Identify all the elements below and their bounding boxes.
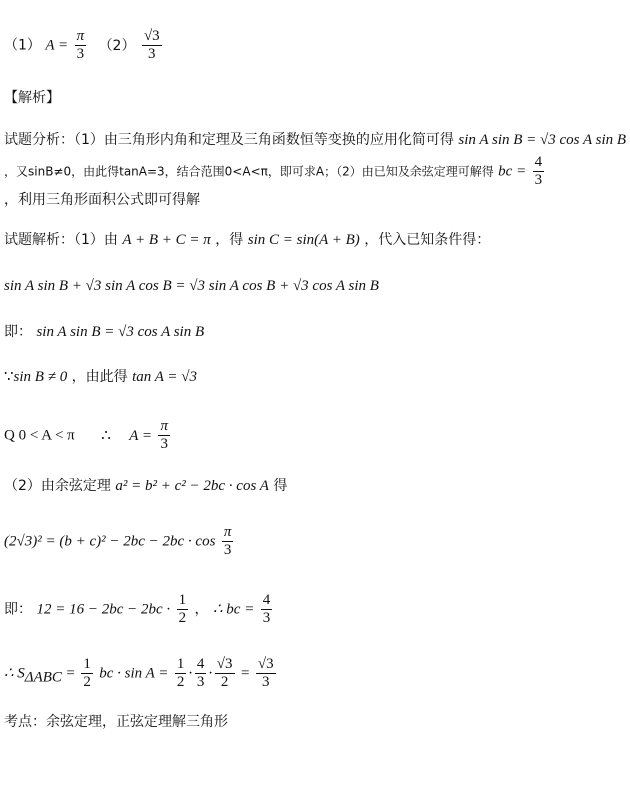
answer-part1-formula: A = <box>45 37 69 54</box>
part2-intro: （2）由余弦定理 a² = b² + c² − 2bc · cos A 得 <box>4 478 288 494</box>
solution-line-1: 试题解析：（1）由 A + B + C = π ，得 sin C = sin(A + B) ，代入已知条件得： <box>4 232 491 248</box>
analysis-formula-1: sin A sin B = √3 cos A sin B <box>458 132 627 148</box>
answer-part2-label: （2） <box>98 37 136 54</box>
answer-part1-fraction: $\frac{\pi}{3}$ <box>76 28 85 62</box>
equation-4-fraction: $\frac{\pi}{3}$ <box>160 418 168 452</box>
key-points-label: 考点： <box>4 714 46 730</box>
equation-3: ∵sin B ≠ 0 ，由此得 tan A = √3 <box>4 369 198 385</box>
solution-label: 试题解析： <box>4 232 74 248</box>
equation-5: (2√3)² = (b + c)² − 2bc − 2bc · cos $\frac{\pi}{3}$ <box>4 524 232 558</box>
key-points <box>4 712 228 732</box>
analysis-line-1: 试题分析：（1）由三角形内角和定理及三角函数恒等变换的应用化简可得 sin A sin B = √3 cos A sin B <box>4 132 627 148</box>
answer-part2-fraction: $\frac{√3}{3}$ <box>143 28 160 62</box>
answer-line <box>4 28 164 63</box>
area-fraction-2: $\frac{1}{2}$ <box>176 656 185 690</box>
area-fraction-5: $\frac{√3}{3}$ <box>257 656 274 690</box>
analysis-label: 试题分析： <box>4 132 74 148</box>
area-fraction-4: $\frac{√3}{2}$ <box>216 656 233 690</box>
equation-6-fraction: $\frac{1}{2}$ <box>178 592 187 626</box>
area-fraction-1: $\frac{1}{2}$ <box>83 656 91 690</box>
area-fraction-3: $\frac{4}{3}$ <box>196 656 205 690</box>
equation-7: ∴ $S_{\Delta ABC}$ = $\frac{1}{2}$ bc · sin A = $\frac{1}{2}$ · $\frac{4}{3}$ · $\frac{√3}{2}$ = $\frac{√3}{3}$ <box>4 656 274 690</box>
section-heading: 【解析】 <box>4 90 60 106</box>
equation-4: Q 0 < A < π ∴ A = $\frac{\pi}{3}$ <box>4 418 168 452</box>
equation-6: 即： 12 = 16 − 2bc − 2bc · $\frac{1}{2}$ ， ∴ bc = $\frac{4}{3}$ <box>4 592 271 626</box>
key-points-text: 余弦定理，正弦定理解三角形 <box>46 714 228 730</box>
answer-part1-label: （1） <box>4 37 41 54</box>
equation-2: 即： sin A sin B = √3 cos A sin B <box>4 324 205 340</box>
equation-5-fraction: $\frac{\pi}{3}$ <box>223 524 232 558</box>
analysis-line-3: ，利用三角形面积公式即可得解 <box>4 192 200 208</box>
equation-1: sin A sin B + √3 sin A cos B = √3 sin A cos B + √3 cos A sin B <box>4 278 379 294</box>
equation-6-result-fraction: $\frac{4}{3}$ <box>262 592 271 626</box>
analysis-fraction: $\frac{4}{3}$ <box>534 154 543 188</box>
analysis-line-2: ，又sinB≠0，由此得tanA=3，结合范围0<A<π，即可求A；（2）由已知及余弦定理可解得 bc = $\frac{4}{3}$ <box>4 154 543 188</box>
